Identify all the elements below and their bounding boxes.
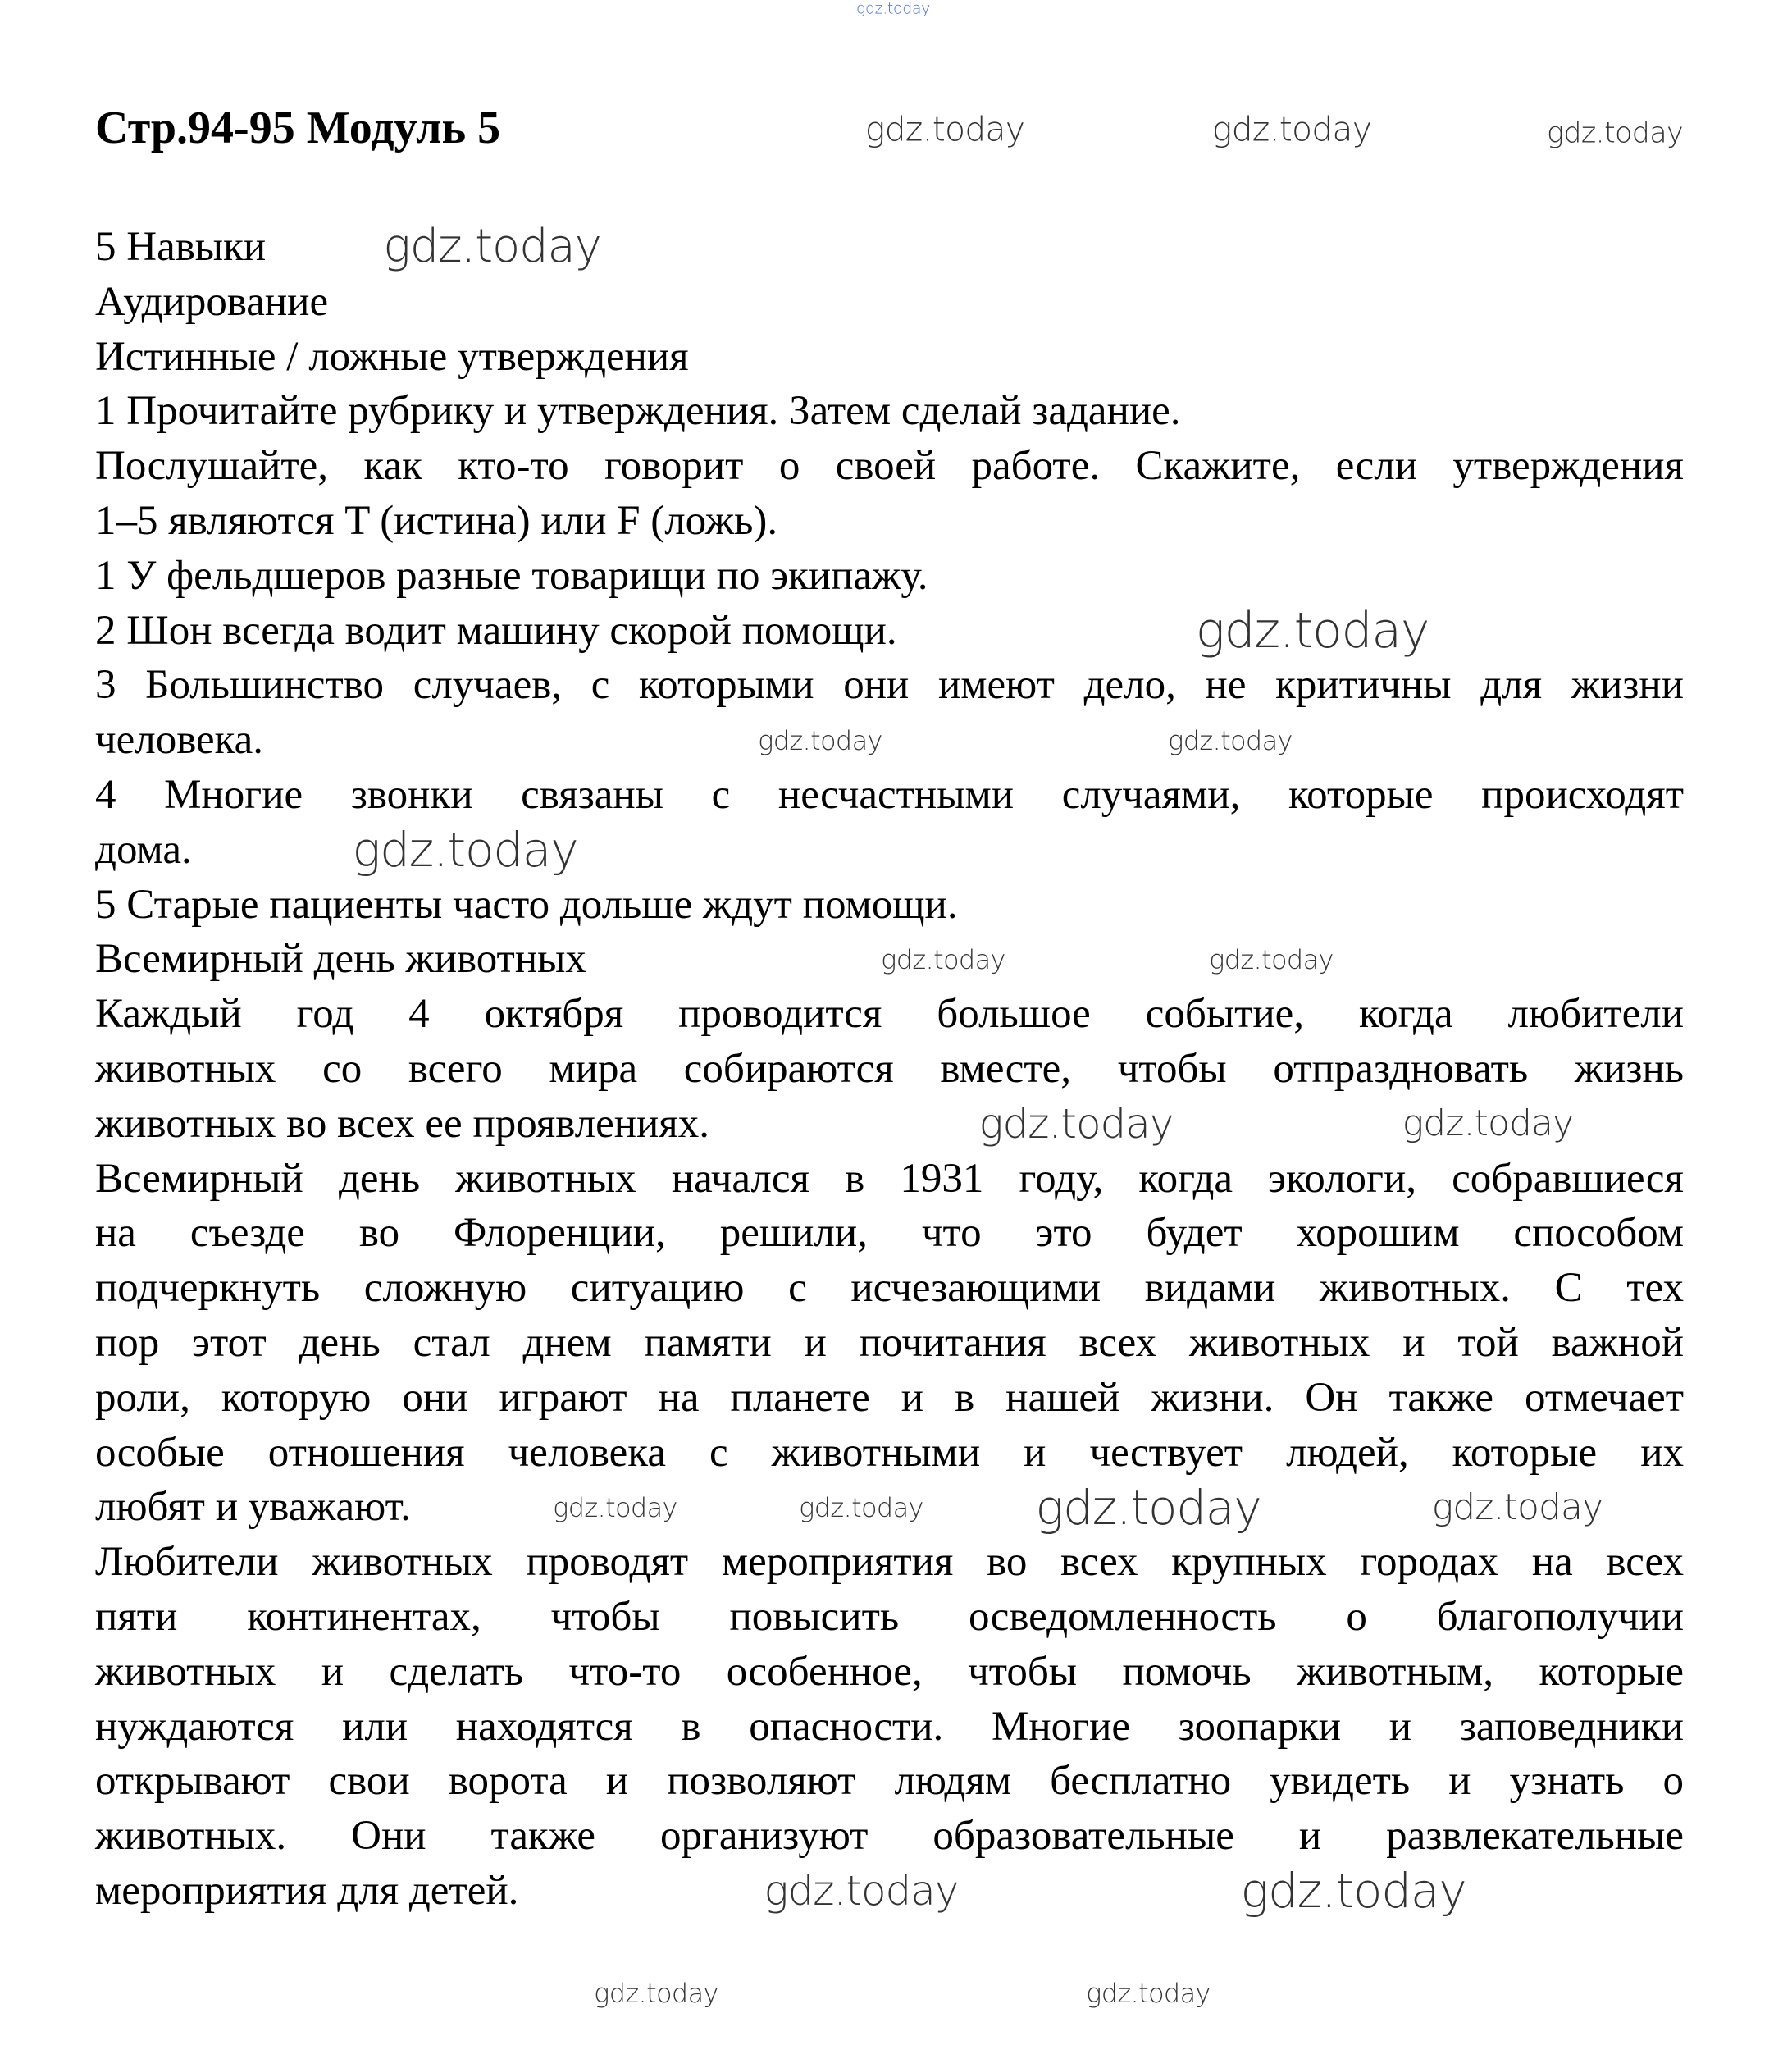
text-line: Каждый год 4 октября проводится большое событие, когда любители bbox=[95, 991, 1684, 1038]
text-line: животных во всех ее проявлениях. bbox=[95, 1100, 710, 1147]
text-line: особые отношения человека с животными и чествует людей, которые их bbox=[95, 1429, 1684, 1476]
text-line: Любители животных проводят мероприятия во всех крупных городах на всех bbox=[95, 1539, 1684, 1586]
watermark: gdz.today bbox=[1402, 1102, 1574, 1145]
text-line: Послушайте, как кто-то говорит о своей работе. Скажите, если утверждения bbox=[95, 443, 1684, 490]
text-line: открывают свои ворота и позволяют людям бесплатно увидеть и узнать о bbox=[95, 1758, 1684, 1805]
watermark: gdz.today bbox=[1431, 1486, 1603, 1528]
text-line: животных со всего мира собираются вместе, чтобы отпраздновать жизнь bbox=[95, 1045, 1684, 1092]
watermark: gdz.today bbox=[1086, 1978, 1211, 2009]
watermark: gdz.today bbox=[1240, 1863, 1466, 1919]
watermark: gdz.today bbox=[799, 1491, 923, 1523]
text-line: 2 Шон всегда водит машину скорой помощи. bbox=[95, 607, 897, 654]
watermark: gdz.today bbox=[1195, 602, 1429, 660]
watermark: gdz.today bbox=[855, 0, 931, 18]
text-line: Всемирный день животных начался в 1931 году, когда экологи, собравшиеся bbox=[95, 1155, 1684, 1202]
document-body bbox=[95, 220, 1684, 1919]
watermark: gdz.today bbox=[1035, 1479, 1261, 1536]
text-line: животных и сделать что-то особенное, чтобы помочь животным, которые bbox=[95, 1648, 1684, 1695]
text-line: 3 Большинство случаев, с которыми они имеют дело, не критичны для жизни bbox=[95, 662, 1684, 709]
text-line: Аудирование bbox=[95, 278, 329, 325]
text-line: дома. bbox=[95, 826, 192, 873]
text-line: мероприятия для детей. bbox=[95, 1867, 519, 1914]
watermark: gdz.today bbox=[1209, 943, 1334, 975]
watermark: gdz.today bbox=[978, 1100, 1174, 1148]
watermark: gdz.today bbox=[881, 943, 1005, 975]
text-line: 4 Многие звонки связаны с несчастными случаями, которые происходят bbox=[95, 771, 1684, 818]
text-line: 5 Навыки bbox=[95, 224, 267, 270]
watermark: gdz.today bbox=[764, 1867, 959, 1915]
text-line: животных. Они также организуют образовательные и развлекательные bbox=[95, 1813, 1684, 1860]
watermark: gdz.today bbox=[383, 220, 601, 274]
text-line: 5 Старые пациенты часто дольше ждут помощи. bbox=[95, 881, 958, 928]
text-line: человека. bbox=[95, 717, 264, 764]
text-line: на съезде во Флоренции, решили, что это будет хорошим способом bbox=[95, 1210, 1684, 1257]
text-line: нуждаются или находятся в опасности. Многие зоопарки и заповедники bbox=[95, 1703, 1684, 1750]
watermark: gdz.today bbox=[594, 1978, 718, 2009]
text-line: роли, которую они играют на планете и в нашей жизни. Он также отмечает bbox=[95, 1374, 1684, 1421]
watermark: gdz.today bbox=[864, 109, 1025, 149]
watermark: gdz.today bbox=[1168, 724, 1293, 756]
text-line: подчеркнуть сложную ситуацию с исчезающими видами животных. С тех bbox=[95, 1265, 1684, 1312]
text-line: 1 У фельдшеров разные товарищи по экипажу. bbox=[95, 552, 928, 599]
text-line: любят и уважают. bbox=[95, 1484, 411, 1531]
text-line: Всемирный день животных bbox=[95, 936, 586, 983]
watermark: gdz.today bbox=[758, 724, 882, 756]
watermark: gdz.today bbox=[352, 822, 578, 879]
text-line: пор этот день стал днем памяти и почитания всех животных и той важной bbox=[95, 1319, 1684, 1366]
text-line: пяти континентах, чтобы повысить осведомленность о благополучии bbox=[95, 1593, 1684, 1640]
text-line: Истинные / ложные утверждения bbox=[95, 333, 689, 380]
text-line: 1 Прочитайте рубрику и утверждения. Затем сделай задание. bbox=[95, 388, 1181, 435]
text-line: 1–5 являются T (истина) или F (ложь). bbox=[95, 497, 778, 544]
watermark: gdz.today bbox=[1547, 116, 1683, 150]
watermark: gdz.today bbox=[553, 1491, 677, 1523]
page-title: Стр.94-95 Модуль 5 bbox=[95, 103, 501, 153]
watermark: gdz.today bbox=[1211, 109, 1372, 149]
